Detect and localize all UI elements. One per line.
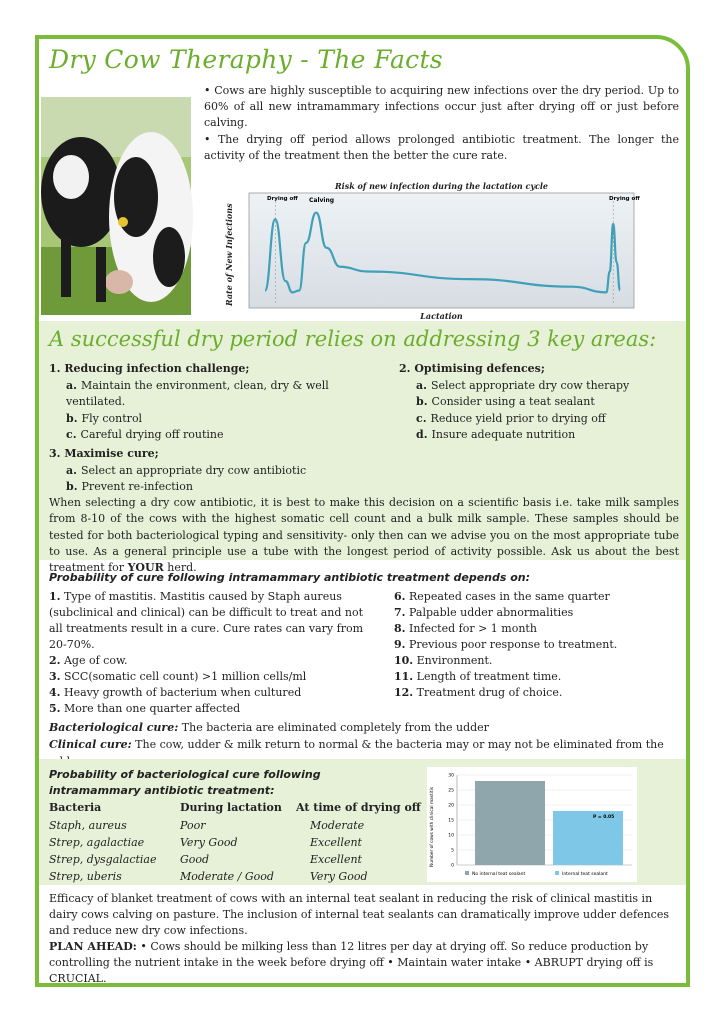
list-item: 8. Infected for > 1 month [394,622,537,635]
table-row: Staph, aureus Poor Moderate [49,819,365,832]
legend-label: No internal teat sealant [472,872,526,877]
definition-clinical: Clinical cure: The cow, udder & milk return to normal & the bacteria may or may not be eliminated from the [49,738,664,751]
cow-photo [41,97,191,315]
list-item: 2. Age of cow. [49,654,128,667]
bacteriological-cure-section [39,759,686,885]
area-heading: 1. Reducing infection challenge; [49,362,250,375]
y-tick-label: 5 [451,848,454,854]
y-tick-label: 0 [451,863,454,869]
list-item: 10. Environment. [394,654,493,667]
list-item: a. Maintain the environment, clean, dry & well ventilated. [66,378,329,408]
list-item: a. Select appropriate dry cow therapy [416,378,630,392]
p-value-annotation: P = 0.05 [593,815,615,820]
list-item: c. Careful drying off routine [66,428,224,441]
bar-chart-y-axis-label: Number of cows with clinical mastitis [430,786,435,868]
teat-sealant-bar-chart [427,767,637,882]
chart-title: Risk of new infection during the lactation cycle [335,181,548,191]
list-item: 6. Repeated cases in the same quarter [394,590,610,603]
list-item: 5. More than one quarter affected [49,702,241,715]
table-row: Strep, dysgalactiae Good Excellent [49,853,362,866]
list-item: b. Consider using a teat sealant [416,395,595,408]
table-row: Strep, agalactiae Very Good Excellent [49,836,362,849]
column-header: Bacteria [49,800,102,814]
table-row: Strep, uberis Moderate / Good Very Good [49,870,368,883]
bacteriological-cure-title: Probability of bacteriological cure following intramammary antibiotic treatment: [49,768,321,797]
key-areas-title: A successful dry period relies on addressing 3 key areas: [49,327,657,351]
list-item: 12. Treatment drug of choice. [394,686,563,699]
y-tick-label: 20 [448,803,454,809]
list-item: b. Fly control [66,411,143,425]
area-maximise-cure [49,446,389,496]
y-tick-label: 10 [448,833,454,839]
legend-label: Internal teat sealant [562,872,608,877]
cure-factors-left [49,589,374,717]
area-heading: 3. Maximise cure; [49,447,159,460]
area-optimising-defences [399,361,679,444]
area-reducing-infection [49,361,389,444]
column-header: At time of drying off [296,800,421,814]
list-item: a. Select an appropriate dry cow antibiotic [66,463,307,477]
definition-bacteriological: Bacteriological cure: The bacteria are eliminated completely from the udder [49,721,489,734]
list-item: b. Prevent re-infection [66,480,193,493]
y-tick-label: 15 [448,818,454,824]
chart-x-axis-label: Lactation [420,311,463,321]
annotation-drying-off-start: Drying off [267,196,298,202]
list-item: 11. Length of treatment time. [394,670,562,683]
chart-plot [249,193,640,308]
list-item: 7. Palpable udder abnormalities [394,606,574,619]
legend-swatch-sealant [555,871,559,875]
bar-no-teat-sealant [475,781,545,865]
cure-section-title: Probability of cure following intramammary antibiotic treatment depends on: [49,571,531,584]
list-item: d. Insure adequate nutrition [416,428,576,441]
document-page [35,35,690,987]
bacteriological-cure-table [49,799,421,885]
column-header: During lactation [180,800,282,814]
cure-factors-right [394,589,679,701]
chart-plot-area [249,193,634,308]
table-header-row [49,799,421,817]
key-areas-section [39,321,686,575]
list-item: 1. Type of mastitis. Mastitis caused by Staph aureus (subclinical and clinical) can be difficult to treat and not all treatments result in a cure. Cure rates can vary from 20-70%. [49,590,364,651]
annotation-calving: Calving [309,197,335,204]
infection-risk-chart [224,181,654,321]
chart-y-axis-label: Rate of New Infections [224,203,234,306]
y-tick-label: 30 [448,773,454,779]
list-item: 9. Previous poor response to treatment. [394,638,618,651]
list-item: 3. SCC(somatic cell count) >1 million cells/ml [49,670,307,683]
plan-ahead-text: PLAN AHEAD: • Cows should be milking less than 12 litres per day at drying off. So reduce production by controlling the nutrient intake in the week before drying off • Maintain water intake • ABRUPT drying off is CRUCIAL. [49,940,654,985]
list-item: 4. Heavy growth of bacterium when cultured [49,686,302,699]
legend-swatch-no-sealant [465,871,469,875]
page-title: Dry Cow Theraphy - The Facts [49,45,443,74]
intro-bullet-2: • The drying off period allows prolonged antibiotic treatment. The longer the activity of the treatment then the better the cure rate. [204,132,679,162]
area-heading: 2. Optimising defences; [399,362,545,375]
y-tick-label: 25 [448,788,454,794]
annotation-drying-off-end: Drying off [609,196,640,202]
cure-probability-section [39,563,686,713]
antibiotic-selection-text: When selecting a dry cow antibiotic, it is best to make this decision on a scientific basis i.e. take milk samples from 8-10 of the cows with the highest somatic cell count and a bulk milk sample. These samples should be tested for both bacteriological typing and sensitivity- only then can we advise you on the most appropriate tube to use. As a general principle use a tube with the longest period of activity possible. Ask us about the best treatment for YOUR herd. [49,496,679,575]
list-item: c. Reduce yield prior to drying off [416,411,606,425]
efficacy-text: Efficacy of blanket treatment of cows with an internal teat sealant in reducing the risk of clinical mastitis in dairy cows calving on pasture. The inclusion of internal teat sealants can dramatically improve udder defences and reduce new dry cow infections. [49,892,669,937]
intro-text [204,83,679,164]
intro-bullet-1: • Cows are highly susceptible to acquiring new infections over the dry period. Up to 60% of all new intramammary infections occur just after drying off or just before calving. [204,84,679,130]
